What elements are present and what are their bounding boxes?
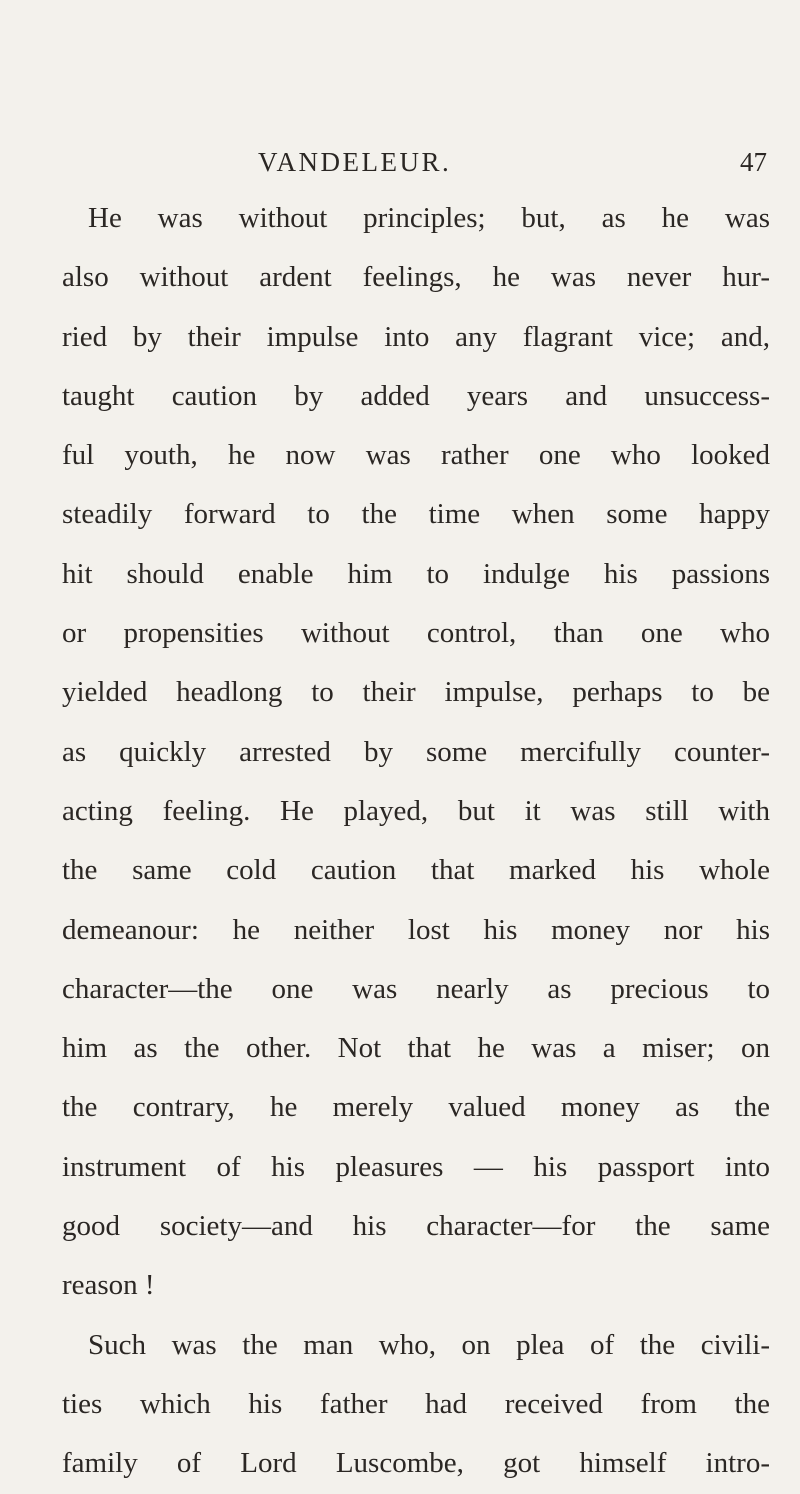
- text-line: as quickly arrested by some mercifully counter-: [62, 735, 770, 768]
- text-line: ful youth, he now was rather one who looked: [62, 439, 770, 472]
- page-header: [0, 142, 800, 182]
- text-line: family of Lord Luscombe, got himself intro-: [62, 1447, 770, 1480]
- text-line: ties which his father had received from the: [62, 1387, 770, 1420]
- text-line: hit should enable him to indulge his passions: [62, 557, 770, 590]
- text-line: acting feeling. He played, but it was still with: [62, 794, 770, 827]
- text-line: character—the one was nearly as precious to: [62, 972, 770, 1005]
- text-line: steadily forward to the time when some happy: [62, 498, 770, 531]
- text-line: taught caution by added years and unsuccess-: [62, 379, 770, 412]
- text-line: demeanour: he neither lost his money nor his: [62, 913, 770, 946]
- text-line: the same cold caution that marked his whole: [62, 854, 770, 887]
- text-line: good society—and his character—for the same: [62, 1210, 770, 1243]
- text-line: him as the other. Not that he was a miser; on: [62, 1032, 770, 1065]
- page-number: 47: [740, 147, 767, 177]
- text-line: Such was the man who, on plea of the civili-: [88, 1328, 770, 1361]
- body-text: [62, 189, 770, 1494]
- text-line: the contrary, he merely valued money as the: [62, 1091, 770, 1124]
- text-line: or propensities without control, than one who: [62, 617, 770, 650]
- text-line: reason !: [62, 1269, 155, 1302]
- text-line: instrument of his pleasures — his passport into: [62, 1150, 770, 1183]
- running-head: VANDELEUR.: [258, 147, 452, 177]
- text-line: also without ardent feelings, he was never hur-: [62, 261, 770, 294]
- text-line: He was without principles; but, as he was: [88, 202, 770, 234]
- text-line: yielded headlong to their impulse, perhaps to be: [62, 676, 770, 709]
- text-line: ried by their impulse into any flagrant vice; and,: [62, 320, 770, 353]
